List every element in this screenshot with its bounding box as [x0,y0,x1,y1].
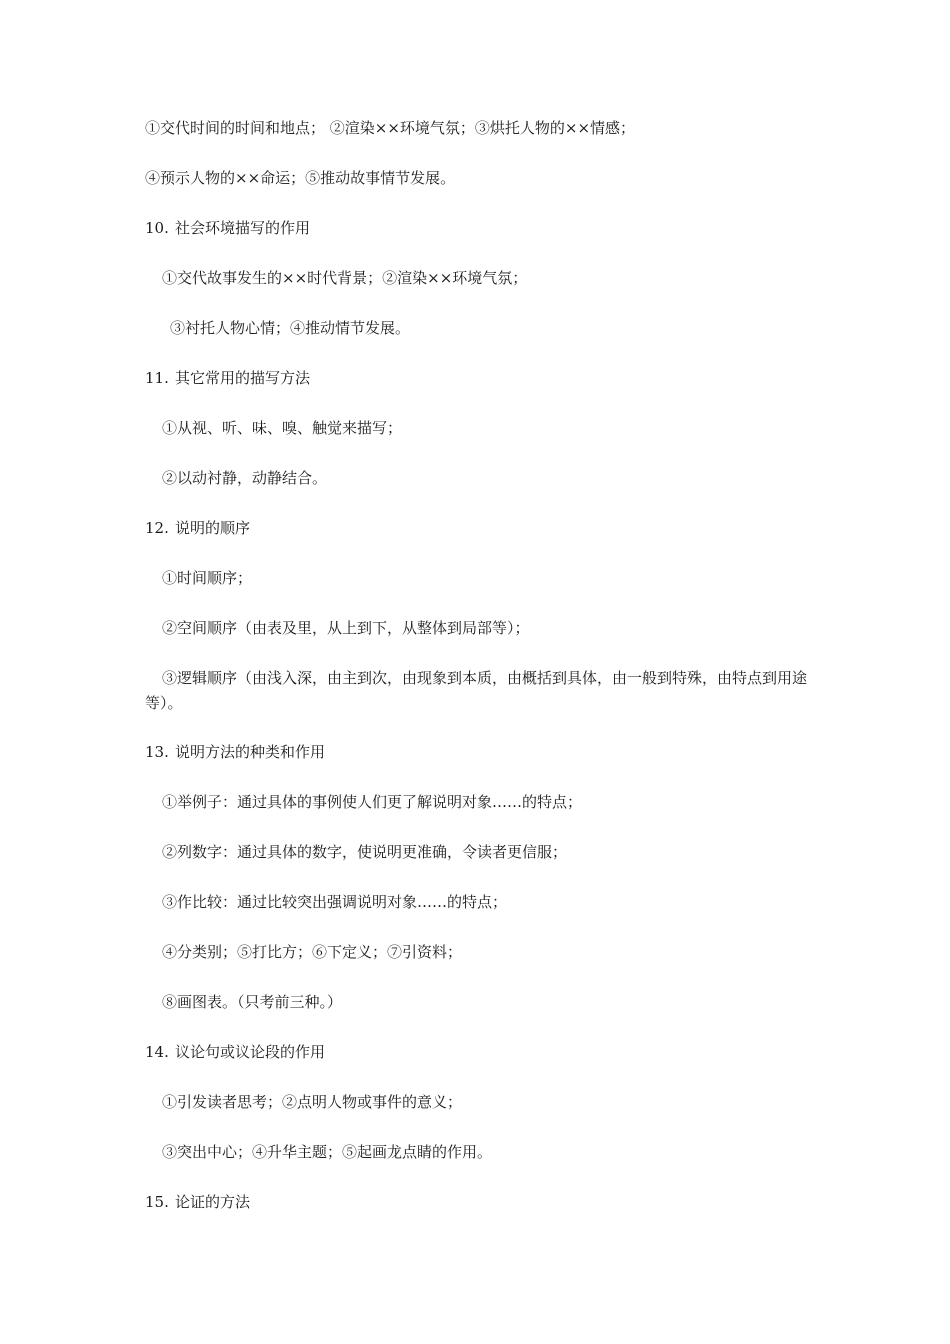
section-heading-13 [145,740,325,765]
heading-number: 10. [145,219,169,237]
heading-text: 论证的方法 [175,1193,251,1211]
text-paragraph: ③逻辑顺序（由浅入深，由主到次，由现象到本质，由概括到具体，由一般到特殊，由特点到用途等）。 [145,669,808,712]
text-line: ④分类别；⑤打比方；⑥下定义；⑦引资料； [162,943,463,961]
text-line: ②列数字：通过具体的数字，使说明更准确，令读者更信服； [162,843,568,861]
text-line: ⑧画图表。（只考前三种。） [162,993,343,1011]
heading-number: 12. [145,519,169,537]
section-heading-10 [145,216,310,241]
text-line: ①交代故事发生的××时代背景；②渲染××环境气氛； [162,269,528,287]
text-line: ④预示人物的××命运；⑤推动故事情节发展。 [145,169,456,187]
text-line: ③作比较：通过比较突出强调说明对象……的特点； [162,893,508,911]
text-line: ①引发读者思考；②点明人物或事件的意义； [162,1093,463,1111]
text-line: ①举例子：通过具体的事例使人们更了解说明对象……的特点； [162,793,583,811]
text-line: ②以动衬静，动静结合。 [162,469,328,487]
heading-number: 14. [145,1043,169,1061]
heading-text: 其它常用的描写方法 [175,369,311,387]
section-heading-15 [145,1190,250,1215]
heading-text: 议论句或议论段的作用 [175,1043,326,1061]
section-heading-11 [145,366,310,391]
text-line: ③衬托人物心情；④推动情节发展。 [170,319,411,337]
text-line: ①从视、听、味、嗅、触觉来描写； [162,419,403,437]
heading-number: 15. [145,1193,169,1211]
text-line: ③突出中心；④升华主题；⑤起画龙点睛的作用。 [162,1143,493,1161]
heading-number: 11. [145,369,169,387]
heading-number: 13. [145,743,169,761]
text-line: ①时间顺序； [162,569,253,587]
heading-text: 社会环境描写的作用 [175,219,311,237]
section-heading-12 [145,516,250,541]
heading-text: 说明的顺序 [175,519,251,537]
text-line: ①交代时间的时间和地点； ②渲染××环境气氛；③烘托人物的××情感； [145,119,636,137]
text-line: ②空间顺序（由表及里，从上到下，从整体到局部等）； [162,619,530,637]
heading-text: 说明方法的种类和作用 [175,743,326,761]
section-heading-14 [145,1040,325,1065]
